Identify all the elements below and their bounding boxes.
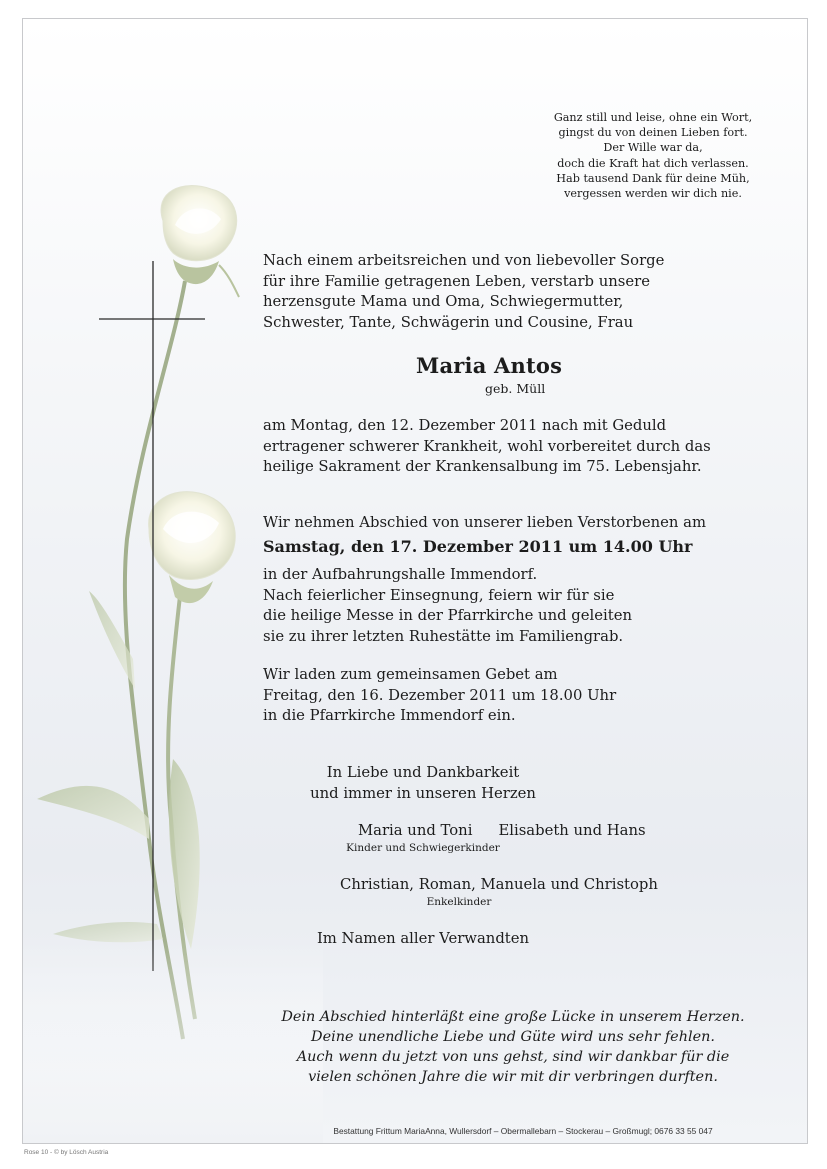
funeral-date: Samstag, den 17. Dezember 2011 um 14.00 Uhr xyxy=(263,537,693,556)
rose-bloom-lower xyxy=(149,492,236,603)
ceremony-line: Nach feierlicher Einsegnung, feiern wir für sie xyxy=(263,586,615,604)
intro-line: für ihre Familie getragenen Leben, verstarb unsere xyxy=(263,272,650,290)
relatives-line: Im Namen aller Verwandten xyxy=(316,930,530,947)
artwork-credit: Rose 10 - © by Lösch Austria xyxy=(24,1149,109,1156)
intro-paragraph xyxy=(263,251,664,333)
rose-bloom-top xyxy=(161,186,239,297)
poem-line: Hab tausend Dank für deine Müh, xyxy=(556,171,750,185)
children-label: Kinder und Schwiegerkinder xyxy=(346,842,500,854)
ceremony-line: die heilige Messe in der Pfarrkirche und geleiten xyxy=(263,607,632,624)
quote-line: Auch wenn du jetzt von uns gehst, sind wir dankbar für die xyxy=(296,1049,730,1065)
poem-line: gingst du von deinen Lieben fort. xyxy=(558,126,748,140)
rose-leaf xyxy=(37,786,149,839)
poem-line: Der Wille war da, xyxy=(603,141,703,155)
children-name-a: Maria und Toni xyxy=(358,822,473,839)
love-dedication xyxy=(273,763,573,804)
poem-verse xyxy=(503,110,803,201)
prayer-line: Wir laden zum gemeinsamen Gebet am xyxy=(263,666,558,683)
poem-line: Ganz still und leise, ohne ein Wort, xyxy=(553,111,753,124)
prayer-invitation xyxy=(263,665,616,727)
children-names xyxy=(358,822,646,839)
undertaker-footer: Bestattung Frittum MariaAnna, Wullersdorf – Obermallebarn – Stockerau – Großmugl; 0676 33 55 047 xyxy=(333,1126,713,1136)
quote-line: Dein Abschied hinterläßt eine große Lücke in unserem Herzen. xyxy=(281,1009,745,1025)
closing-quote xyxy=(273,1007,753,1087)
quote-line: Deine unendliche Liebe und Güte wird uns sehr fehlen. xyxy=(311,1029,715,1045)
intro-line: Schwester, Tante, Schwägerin und Cousine, Frau xyxy=(263,313,634,331)
deceased-name: Maria Antos xyxy=(416,353,563,378)
love-line: In Liebe und Dankbarkeit xyxy=(326,764,520,781)
death-notice xyxy=(263,416,711,478)
ceremony-line: sie zu ihrer letzten Ruhestätte im Familiengrab. xyxy=(263,627,624,645)
intro-line: Nach einem arbeitsreichen und von liebevoller Sorge xyxy=(263,252,665,269)
death-line: ertragener schwerer Krankheit, wohl vorbereitet durch das xyxy=(263,437,711,455)
love-line: und immer in unseren Herzen xyxy=(310,784,536,802)
ceremony-line: in der Aufbahrungshalle Immendorf. xyxy=(263,566,538,583)
poem-line: vergessen werden wir dich nie. xyxy=(564,187,742,201)
rose-leaf xyxy=(169,759,200,949)
prayer-line: in die Pfarrkirche Immendorf ein. xyxy=(263,707,516,724)
quote-line: vielen schönen Jahre die wir mit dir verbringen durften. xyxy=(308,1069,718,1085)
children-name-b: Elisabeth und Hans xyxy=(498,822,646,839)
prayer-line: Freitag, den 16. Dezember 2011 um 18.00 Uhr xyxy=(263,686,617,704)
poem-line: doch die Kraft hat dich verlassen. xyxy=(557,156,749,170)
intro-line: herzensgute Mama und Oma, Schwiegermutter, xyxy=(263,293,624,310)
death-line: heilige Sakrament der Krankensalbung im 75. Lebensjahr. xyxy=(263,458,702,475)
obituary-sheet xyxy=(22,18,808,1144)
ceremony-details xyxy=(263,565,632,647)
farewell-lead: Wir nehmen Abschied von unserer lieben Verstorbenen am xyxy=(263,514,707,531)
grandchildren-names: Christian, Roman, Manuela und Christoph xyxy=(340,876,658,893)
death-line: am Montag, den 12. Dezember 2011 nach mit Geduld xyxy=(263,417,667,434)
birth-name: geb. Müll xyxy=(485,381,546,396)
grandchildren-label: Enkelkinder xyxy=(426,896,492,908)
